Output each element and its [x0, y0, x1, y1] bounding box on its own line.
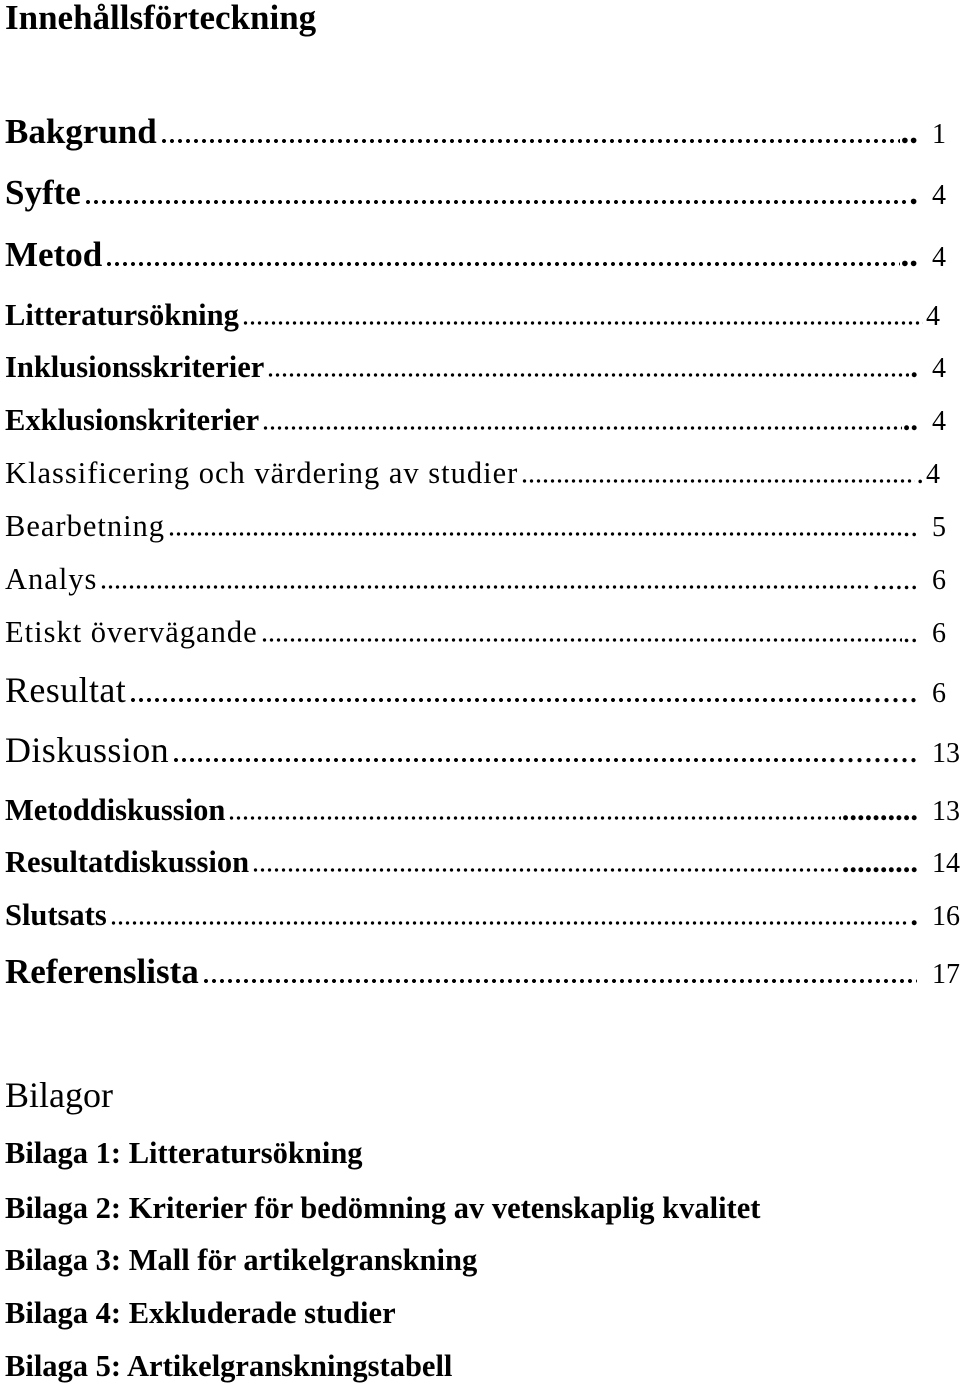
toc-leader-dots [100, 585, 871, 589]
toc-leader-dots [267, 373, 909, 377]
toc-leader-tail: .......... [828, 730, 918, 770]
toc-page-number: 13 [932, 738, 960, 769]
toc-entry-title: Inklusionsskriterier [5, 349, 265, 384]
toc-entry [5, 349, 960, 384]
toc-leader-tail: .......... [841, 792, 918, 827]
toc-entry-title: Bearbetning [5, 508, 166, 543]
toc-entry [5, 672, 960, 708]
toc-leader-dots [202, 979, 917, 983]
toc-leader-tail: ...... [864, 670, 918, 710]
toc-entry-title: Diskussion [5, 730, 170, 770]
toc-leader-tail: ...... [872, 561, 918, 596]
appendices-heading: Bilagor [5, 1075, 113, 1115]
toc-leader-tail: .. [902, 508, 918, 543]
toc-entry [5, 402, 960, 437]
toc-leader-tail: . [916, 455, 924, 490]
toc-entry-title: Syfte [5, 173, 81, 212]
toc-entry [5, 508, 960, 543]
toc-entry-title: Slutsats [5, 897, 107, 932]
toc-entry [5, 897, 960, 932]
toc-page-number: 4 [932, 405, 946, 437]
toc-page-number: 4 [926, 300, 940, 332]
toc-page-number: 4 [932, 352, 946, 384]
toc-entry-title: Resultatdiskussion [5, 844, 250, 879]
toc-page-number: 6 [932, 678, 946, 709]
toc-leader-dots [172, 758, 827, 762]
toc-leader-tail: .. [902, 402, 918, 437]
toc-page-number: 13 [932, 795, 960, 827]
appendix-item: Bilaga 1: Litteratursökning [5, 1135, 363, 1170]
toc-leader-dots [129, 698, 863, 702]
toc-entry [5, 954, 960, 989]
toc-entry-title: Litteratursökning [5, 297, 239, 332]
toc-page-number: 1 [932, 119, 946, 150]
appendix-item: Bilaga 4: Exkluderade studier [5, 1295, 396, 1330]
toc-page-number: 4 [932, 180, 946, 211]
toc-page-number: 5 [932, 511, 946, 543]
toc-leader-dots [105, 262, 899, 266]
toc-leader-tail: . [910, 897, 918, 932]
toc-entry-title: Bakgrund [5, 112, 157, 151]
toc-entry-title: Resultat [5, 670, 127, 710]
toc-leader-tail: . [910, 349, 918, 384]
toc-page-number: 14 [932, 847, 960, 879]
toc-leader-dots [252, 868, 841, 872]
toc-leader-tail: . [909, 173, 918, 212]
toc-entry [5, 561, 960, 596]
toc-entry [5, 614, 960, 649]
toc-page-number: 16 [932, 900, 960, 932]
toc-entry [5, 792, 960, 827]
toc-page-number: 4 [932, 242, 946, 273]
toc-page-number: 4 [926, 458, 940, 490]
toc-leader-tail: .......... [841, 844, 918, 879]
toc-leader-dots [160, 139, 900, 143]
toc-leader-dots [110, 921, 910, 925]
appendix-item: Bilaga 2: Kriterier för bedömning av vetenskaplig kvalitet [5, 1190, 761, 1225]
appendix-item: Bilaga 5: Artikelgranskningstabell [5, 1348, 453, 1383]
toc-leader-dots [261, 638, 902, 642]
toc-entry [5, 844, 960, 879]
toc-entry-title: Etiskt övervägande [5, 614, 258, 649]
toc-page-number: 6 [932, 564, 946, 596]
toc-leader-dots [521, 479, 915, 483]
toc-entry [5, 297, 960, 332]
toc-leader-dots [242, 321, 923, 325]
toc-entry-title: Klassificering och värdering av studier [5, 455, 519, 490]
appendix-item: Bilaga 3: Mall för artikelgranskning [5, 1242, 478, 1277]
toc-entry-title: Referenslista [5, 952, 199, 991]
toc-entry [5, 455, 960, 490]
toc-entry-title: Exklusionskriterier [5, 402, 260, 437]
page-title: Innehållsförteckning [5, 0, 317, 37]
toc-leader-dots [168, 532, 902, 536]
toc-leader-tail: .. [900, 235, 918, 274]
toc-leader-tail: .. [900, 112, 918, 151]
toc-entry [5, 237, 960, 272]
toc-entry-title: Analys [5, 561, 98, 596]
toc-leader-dots [228, 816, 840, 820]
toc-entry [5, 732, 960, 768]
toc-leader-dots [84, 200, 908, 204]
toc-entry-title: Metoddiskussion [5, 792, 226, 827]
toc-entry [5, 175, 960, 210]
toc-entry-title: Metod [5, 235, 103, 274]
toc-entry [5, 114, 960, 149]
toc-page-number: 6 [932, 617, 946, 649]
toc-page-number: 17 [932, 959, 960, 990]
toc-leader-dots [262, 426, 902, 430]
toc-leader-tail: .. [902, 614, 918, 649]
